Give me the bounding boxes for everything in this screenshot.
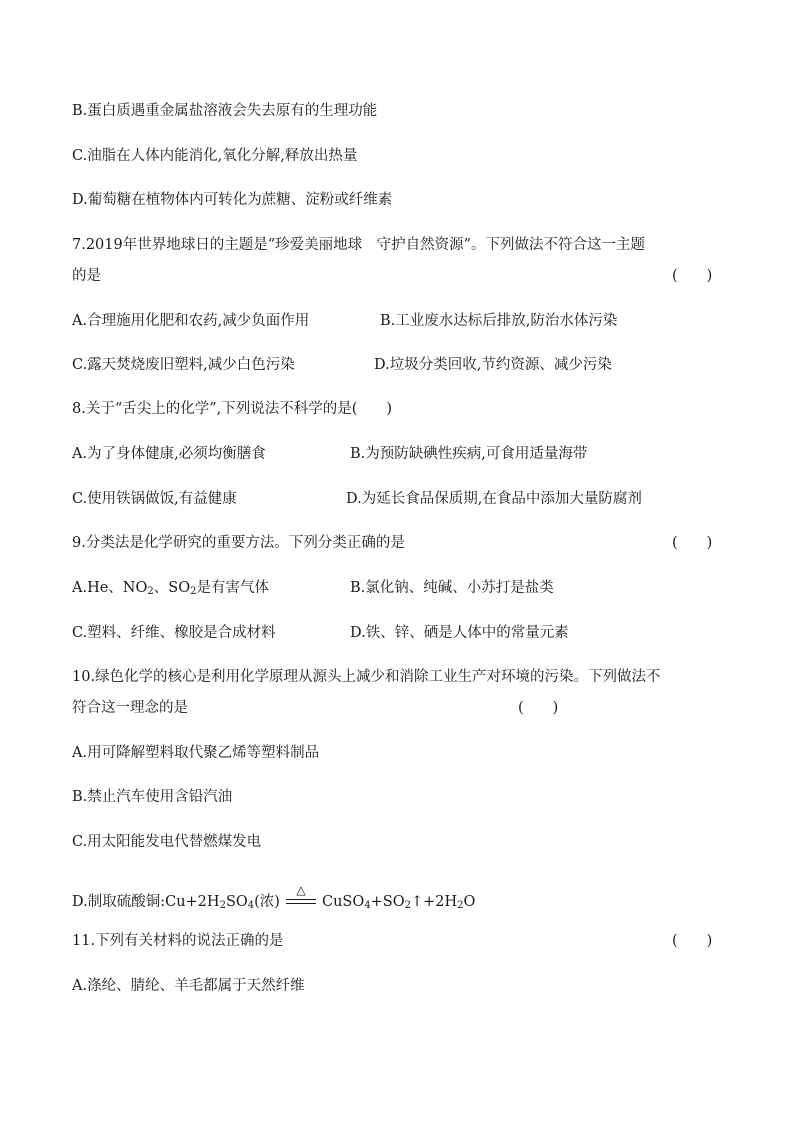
q11-answer-blank: ( ) [672,933,713,949]
q8-option-b: B.为预防缺碘性疾病,可食用适量海带 [350,446,588,462]
q8-stem: 8.关于“舌尖上的化学”,下列说法不科学的是( ) [72,401,393,417]
q8-option-d: D.为延长食品保质期,在食品中添加大量防腐剂 [346,491,642,507]
reaction-condition-equals [286,884,316,912]
q11-stem: 11.下列有关材料的说法正确的是 [72,933,284,949]
q10-stem-line1: 10.绿色化学的核心是利用化学原理从源头上减少和消除工业生产对环境的污染。下列做法不 [72,669,661,685]
q7-option-c: C.露天焚烧废旧塑料,减少白色污染 [72,357,295,373]
q9-option-d: D.铁、锌、硒是人体中的常量元素 [350,625,569,641]
q7-option-a: A.合理施用化肥和农药,减少负面作用 [72,313,310,329]
q9-option-a: A.He、$NO_2$、$SO_2$是有害气体 [72,580,269,597]
q6-option-d: D.葡萄糖在植物体内可转化为蔗糖、淀粉或纤维素 [72,192,393,208]
q8-option-a: A.为了身体健康,必须均衡膳食 [72,446,266,462]
q10-option-c: C.用太阳能发电代替燃煤发电 [72,834,262,850]
q8-option-c: C.使用铁锅做饭,有益健康 [72,491,237,507]
q10-option-b: B.禁止汽车使用含铅汽油 [72,789,233,805]
q6-option-c: C.油脂在人体内能消化,氧化分解,释放出热量 [72,148,358,164]
q9-option-c: C.塑料、纤维、橡胶是合成材料 [72,625,276,641]
heat-triangle-icon: △ [296,883,306,897]
q7-option-d: D.垃圾分类回收,节约资源、减少污染 [374,357,612,373]
q10-option-a: A.用可降解塑料取代聚乙烯等塑料制品 [72,745,320,761]
q7-answer-blank: ( ) [672,268,713,284]
q9-answer-blank: ( ) [672,535,713,551]
q9-stem: 9.分类法是化学研究的重要方法。下列分类正确的是 [72,535,405,551]
q7-stem-line2: 的是 [72,268,101,284]
q6-option-b: B.蛋白质遇重金属盐溶液会失去原有的生理功能 [72,103,378,119]
q7-option-b: B.工业废水达标后排放,防治水体污染 [380,313,618,329]
q10-stem-line2: 符合这一理念的是 [72,700,188,716]
q11-option-a: A.涤纶、腈纶、羊毛都属于天然纤维 [72,978,305,994]
q9-option-b: B.氯化钠、纯碱、小苏打是盐类 [350,580,554,596]
q10-answer-blank: ( ) [518,700,559,716]
q10-option-d: D.制取硫酸铜$:Cu+2H_2SO_4$(浓) △ $CuSO_4+SO_2↑+2H_2O$ [72,883,476,911]
q7-stem-line1: 7.2019年世界地球日的主题是“珍爱美丽地球 守护自然资源”。下列做法不符合这一主题 [72,237,646,253]
